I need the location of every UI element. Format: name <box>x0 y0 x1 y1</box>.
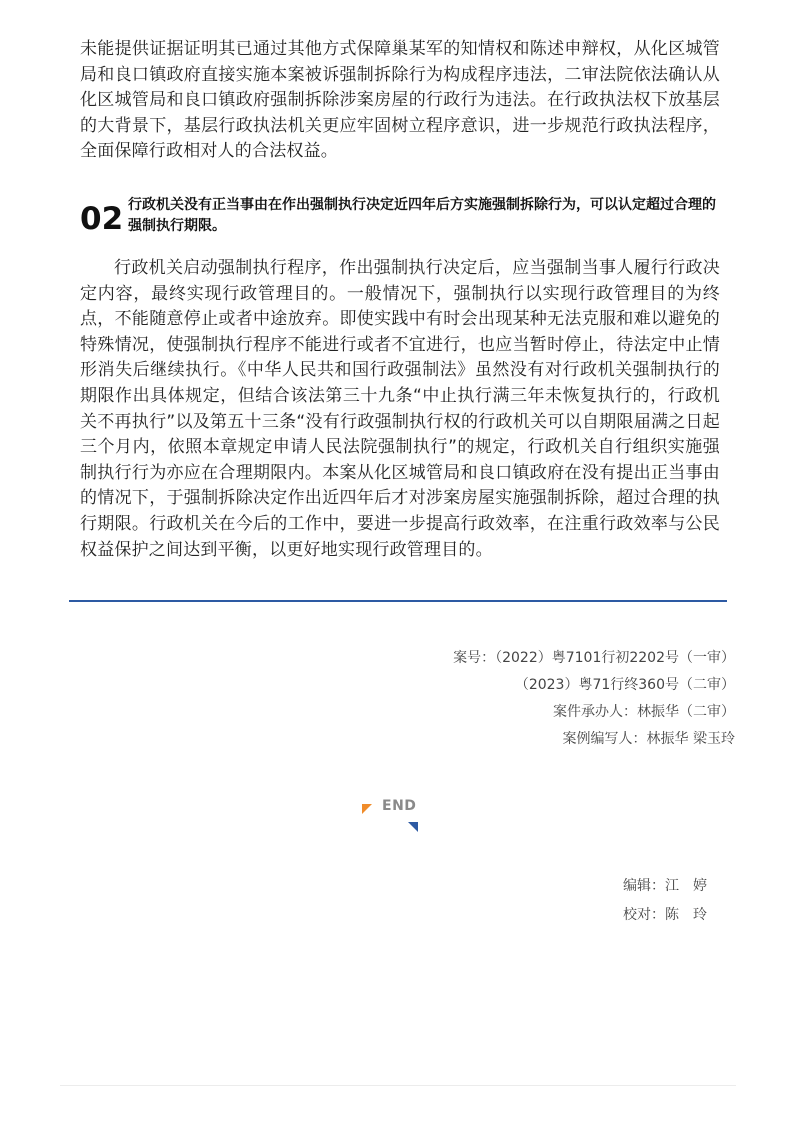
case-handler: 案件承办人：林振华（二审） <box>553 704 735 720</box>
proofreader-label: 校对： <box>623 907 665 923</box>
end-mark <box>362 796 422 836</box>
editor-label: 编辑： <box>623 878 665 894</box>
section2-paragraph: 行政机关启动强制执行程序，作出强制执行决定后，应当强制当事人履行行政决定内容，最终实现行政管理目的。一般情况下，强制执行以实现行政管理目的为终点，不能随意停止或者中途放弃。即使实践中有时会出现某种无法克服和难以避免的特殊情况，使强制执行程序不能进行或者不宜进行，也应当暂时停止，待法定中止情形消失后继续执行。《中华人民共和国行政强制法》虽然没有对行政机关强制执行的期限作出具体规定，但结合该法第三十九条“中止执行满三年未恢复执行的，行政机关不再执行”以及第五十三条“没有行政强制执行权的行政机关可以自期限届满之日起三个月内，依照本章规定申请人民法院强制执行”的规定，行政机关自行组织实施强制执行行为亦应在合理期限内。本案从化区城管局和良口镇政府在没有提出正当事由的情况下，于强制拆除决定作出近四年后才对涉案房屋实施强制拆除，超过合理的执行期限。行政机关在今后的工作中，要进一步提高行政效率，在注重行政效率与公民权益保护之间达到平衡，以更好地实现行政管理目的。 <box>80 258 720 560</box>
case-writer: 案例编写人：林振华 梁玉玲 <box>562 731 735 747</box>
proofreader-name: 陈 玲 <box>665 907 707 923</box>
editor-name: 江 婷 <box>665 878 707 894</box>
section-title: 行政机关没有正当事由在作出强制执行决定近四年后方实施强制拆除行为，可以认定超过合理的强制执行期限。 <box>128 197 716 234</box>
end-label: END <box>382 798 417 814</box>
section1-paragraph: 未能提供证据证明其已通过其他方式保障巢某军的知情权和陈述申辩权，从化区城管局和良口镇政府直接实施本案被诉强制拆除行为构成程序违法，二审法院依法确认从化区城管局和良口镇政府强制拆除涉案房屋的行政行为违法。在行政执法权下放基层的大背景下，基层行政执法机关更应牢固树立程序意识，进一步规范行政执法程序，全面保障行政相对人的合法权益。 <box>80 39 720 162</box>
proofreader-credit <box>623 905 707 925</box>
section-number: 02 <box>80 201 124 237</box>
editor-credit <box>623 876 707 896</box>
footer-rule <box>60 1085 736 1086</box>
case-number-second-instance: （2023）粤71行终360号（二审） <box>514 677 735 693</box>
case-number-first-instance: 案号：（2022）粤7101行初2202号（一审） <box>453 650 735 666</box>
section-divider <box>69 600 727 602</box>
